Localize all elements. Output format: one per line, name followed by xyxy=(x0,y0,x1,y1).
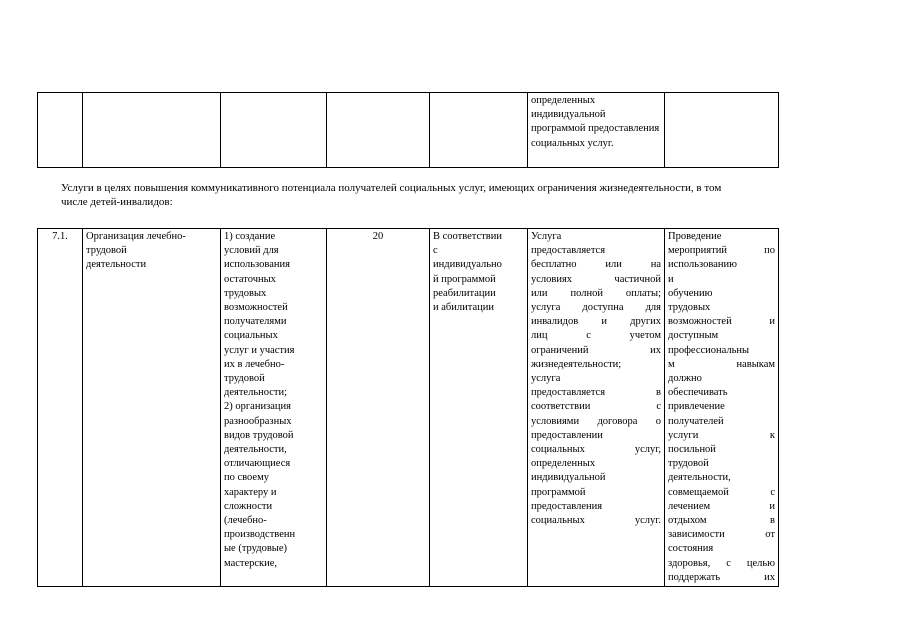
text-line: услуг и участия xyxy=(224,344,295,356)
text-line: видов трудовой xyxy=(224,429,294,441)
cell-name xyxy=(83,93,221,168)
service-content xyxy=(221,229,327,587)
table-row xyxy=(38,229,779,587)
text-line: трудовой xyxy=(224,373,265,385)
text-line: трудовой xyxy=(668,458,709,470)
text-line: производственн xyxy=(224,529,296,541)
table-row xyxy=(38,93,779,168)
text-line: получателями xyxy=(224,316,287,328)
text-line: с xyxy=(433,245,438,257)
text-line: услуга доступна для xyxy=(531,302,661,314)
text-line: остаточных xyxy=(224,273,276,285)
text-line: здоровья, с целью xyxy=(668,557,775,569)
text-line: возможностей и xyxy=(668,316,775,328)
text-line: возможностей xyxy=(224,302,288,314)
services-table xyxy=(37,228,779,587)
text-line: отдыхом в xyxy=(668,515,775,527)
cell-conditions: определенных индивидуальной программой предоставления социальных услуг. xyxy=(528,93,665,168)
text-line: (лечебно- xyxy=(224,515,267,527)
text-line: Проведение xyxy=(668,231,722,242)
text-line: посильной xyxy=(668,444,716,456)
text-line: программой xyxy=(531,486,586,498)
text-line: деятельности xyxy=(86,259,147,271)
text-line: социальных услуг, xyxy=(531,444,661,456)
text-line: условий для xyxy=(224,245,279,257)
text-line: использованию xyxy=(668,259,737,271)
text-line: деятельности, xyxy=(668,472,731,484)
text-line: использования xyxy=(224,259,290,271)
text-line: деятельности, xyxy=(224,444,287,456)
intro-line: числе детей-инвалидов: xyxy=(61,195,173,208)
text-line: деятельности; xyxy=(224,387,288,399)
text-line: сложности xyxy=(224,500,273,512)
text-line: мастерские, xyxy=(224,557,278,569)
cell-frequency xyxy=(430,93,528,168)
text-line: трудовых xyxy=(224,287,267,299)
cell-number xyxy=(38,93,83,168)
service-quality xyxy=(665,229,779,587)
text-line: зависимости от xyxy=(668,529,775,541)
text-line: и xyxy=(668,273,674,285)
text-line: и абилитации xyxy=(433,302,494,314)
text-line: по своему xyxy=(224,472,269,484)
text-line: состояния xyxy=(668,543,714,555)
text-line: их в лечебно- xyxy=(224,358,285,370)
section-intro-text xyxy=(61,182,861,209)
service-time: 20 xyxy=(327,229,430,587)
text-line: или полной оплаты; xyxy=(531,287,661,299)
text-line: инвалидов и других xyxy=(531,316,661,328)
text-line: индивидуальной xyxy=(531,472,606,484)
text-line: индивидуально xyxy=(433,259,502,271)
text-line: соответствии с xyxy=(531,401,661,413)
service-conditions xyxy=(528,229,665,587)
text-line: ограничений их xyxy=(531,344,661,356)
service-name xyxy=(83,229,221,587)
text-line: 1) создание xyxy=(224,231,276,242)
text-line: обеспечивать xyxy=(668,387,728,399)
cell-time xyxy=(327,93,430,168)
text-line: совмещаемой с xyxy=(668,486,775,498)
text-line: лиц с учетом xyxy=(531,330,661,342)
text-line: услуга xyxy=(531,373,561,385)
text-line: предоставляется xyxy=(531,245,606,257)
text-line: трудовой xyxy=(86,245,127,257)
text-line: доступным xyxy=(668,330,719,342)
text-line: характеру и xyxy=(224,486,277,498)
text-line: предоставления xyxy=(531,500,603,512)
text-line: профессиональны xyxy=(668,344,750,356)
text-line: ые (трудовые) xyxy=(224,543,288,555)
text-line: Услуга xyxy=(531,231,562,242)
text-line: получателей xyxy=(668,415,724,427)
text-line: 2) организация xyxy=(224,401,291,413)
service-number: 7.1. xyxy=(38,229,83,587)
text-line: определенных xyxy=(531,458,596,470)
text-line: разнообразных xyxy=(224,415,292,427)
text-line: условиях частичной xyxy=(531,273,661,285)
text-line: жизнедеятельности; xyxy=(531,358,622,370)
text-line: отличающиеся xyxy=(224,458,291,470)
text-line: условиями договора о xyxy=(531,415,661,427)
text-line: услуги к xyxy=(668,429,775,441)
cell-quality xyxy=(665,93,779,168)
text-line: лечением и xyxy=(668,500,775,512)
text-line: социальных xyxy=(224,330,278,342)
intro-line: Услуги в целях повышения коммуникативного потенциала получателей социальных услуг, имеющих ограничения жизнедеятельности, в том xyxy=(61,182,722,194)
text-line: должно xyxy=(668,373,702,385)
text-line: привлечение xyxy=(668,401,725,413)
text-line: обучению xyxy=(668,287,713,299)
top-table-continuation xyxy=(37,92,779,168)
text-line: трудовых xyxy=(668,302,711,314)
text-line: предоставлении xyxy=(531,429,603,441)
text-line: бесплатно или на xyxy=(531,259,661,271)
text-line: В соответствии xyxy=(433,231,502,242)
text-line: мероприятий по xyxy=(668,245,775,257)
text-line: предоставляется в xyxy=(531,387,661,399)
text-line: м навыкам xyxy=(668,358,775,370)
text-line: социальных услуг. xyxy=(531,515,661,527)
text-line: поддержать их xyxy=(668,571,775,583)
text-line: Организация лечебно- xyxy=(86,231,186,242)
text-line: реабилитации xyxy=(433,287,496,299)
service-frequency xyxy=(430,229,528,587)
text-line: й программой xyxy=(433,273,496,285)
cell-content xyxy=(221,93,327,168)
